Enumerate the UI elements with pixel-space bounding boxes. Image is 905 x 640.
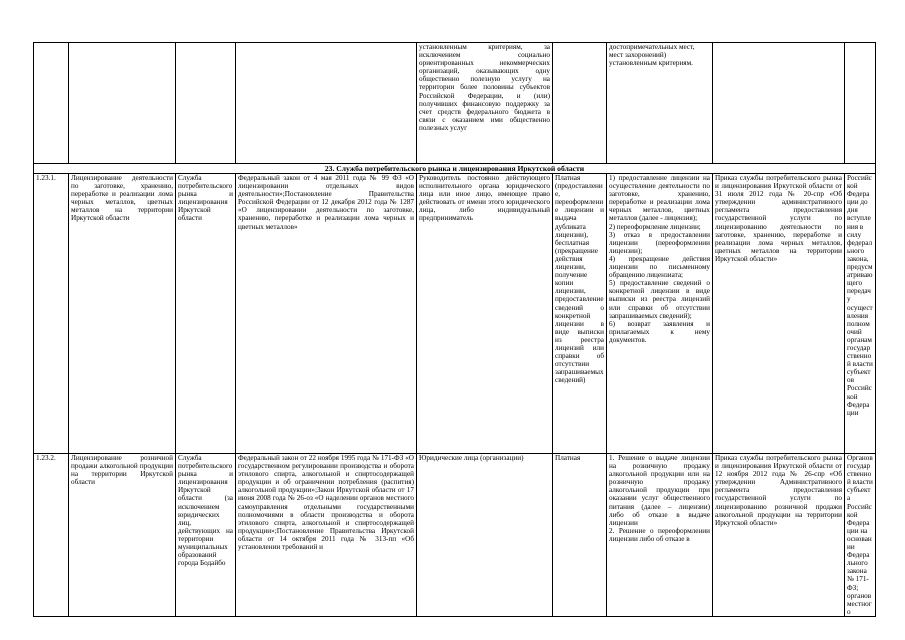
cell-organ <box>176 43 236 164</box>
cell-result: достопримечательных мест, мест захоронений) установленным критериям. <box>607 43 713 164</box>
table-row <box>34 174 876 454</box>
cell-applicants: Руководитель постоянно действующего исполнительного органа юридического лица или иное лицо, имеющее право действовать от имени этого юридического лица, либо индивидуальный предприниматель <box>417 174 553 454</box>
result-item: 2) переоформление лицензии; <box>609 222 701 231</box>
cell-law <box>236 43 417 164</box>
cell-service-name <box>69 43 176 164</box>
cell-notes <box>845 43 876 164</box>
cell-payment: Платная <box>553 454 607 617</box>
section-title: 23. Служба потребительского рынка и лицензирования Иркутской области <box>34 164 876 174</box>
cell-organ: Служба потребительского рынка и лицензирования Иркутской области <box>176 174 236 454</box>
result-item: 6) возврат заявления и прилагаемых к нему документов. <box>609 319 710 344</box>
cell-payment: Платная (предоставление, переоформление лицензии и выдача дубликата лицензии), бесплатная (прекращение действия лицензии, получение копии лицензии, предоставление сведений о конкретной лицензии в виде выписки из реестра лицензий или справки об отсутствии запрашиваемых сведений) <box>553 174 607 454</box>
cell-result <box>607 174 713 454</box>
services-table <box>33 42 876 617</box>
cell-result <box>607 454 713 617</box>
cell-notes: Российской Федерации до дня вступления в силу федерального закона, предусматривающего передачу осуществления полномочий органам государственной власти субъектов Российской Федерации <box>845 174 876 454</box>
cell-applicants: установленным критериям, за исключением социально ориентированных некоммерческих организаций, оказывающих одну общественно полезную услугу на территории более половины субъектов Российской Федерации, и (или) получивших финансовую поддержку за счет средств федерального бюджета в связи с оказанием ими общественно полезных услуг <box>417 43 553 164</box>
cell-regulation: Приказ службы потребительского рынка и лицензирования Иркутской области от 12 ноября 2012 года № 26-спр «Об утверждении Административного регламента предоставления государственной услуги по лицензированию розничной продажи алкогольной продукции на территории Иркутской области» <box>713 454 845 617</box>
result-item: 1. Решение о выдаче лицензии на розничную продажу алкогольной продукции или на розничную продажу алкогольной продукции при оказании услуг общественного питания (далее – лицензии) либо об отказе в выдаче лицензии <box>609 454 710 527</box>
cell-regulation: Приказ службы потребительского рынка и лицензирования Иркутской области от 31 июля 2012 года № 20-спр «Об утверждении административного регламента предоставления государственной услуги по лицензированию деятельности по заготовке, хранению, переработке и реализации лома черных металлов, цветных металлов на территории Иркутской области» <box>713 174 845 454</box>
result-item: 4) прекращение действия лицензии по письменному обращению лицензиата; <box>609 254 710 280</box>
cell-applicants: Юридические лица (организации) <box>417 454 553 617</box>
result-item: 2. Решение о переоформлении лицензии либо об отказе в <box>609 526 710 543</box>
cell-law: Федеральный закон от 22 ноября 1995 года № 171-ФЗ «О государственном регулировании производства и оборота этилового спирта, алкогольной и спиртосодержащей продукции и об ограничении потребления (распития) алкогольной продукции»;Закон Иркутской области от 17 июня 2008 года № 26-оз «О наделении органов местного самоуправления отдельными государственными полномочиями в области производства и оборота этилового спирта, алкогольной и спиртосодержащей продукции»;Постановление Правительства Иркутской области от 14 октября 2011 года № 313-пп «Об установлении требований и <box>236 454 417 617</box>
result-item: 3) отказ в предоставлении лицензии (переоформлении лицензии); <box>609 230 710 255</box>
cell-service-name: Лицензирование розничной продажи алкогольной продукции на территории Иркутской области <box>69 454 176 617</box>
cell-payment <box>553 43 607 164</box>
cell-number: 1.23.1. <box>34 174 69 454</box>
result-item: 1) предоставление лицензии на осуществление деятельности по заготовке, хранению, переработке и реализации лома черных металлов, цветных металлов (далее - лицензия); <box>609 174 710 223</box>
cell-regulation <box>713 43 845 164</box>
cell-service-name: Лицензирование деятельности по заготовке, хранению, переработке и реализации лома черных металлов, цветных металлов на территории Иркутской области <box>69 174 176 454</box>
cell-law: Федеральный закон от 4 мая 2011 года № 99 ФЗ «О лицензировании отдельных видов деятельности»;Постановление Правительства Российской Федерации от 12 декабря 2012 года № 1287 «О лицензировании деятельности по заготовке, хранению, переработке и реализации лома черных и цветных металлов» <box>236 174 417 454</box>
table-row-continued <box>34 43 876 164</box>
section-header-row <box>34 164 876 174</box>
result-item: 5) предоставление сведений о конкретной лицензии в виде выписки из реестра лицензий или справки об отсутствии запрашиваемых сведений); <box>609 279 710 320</box>
table-row <box>34 454 876 617</box>
cell-number <box>34 43 69 164</box>
cell-organ: Служба потребительского рынка и лицензирования Иркутской области (за исключением юридических лиц, действующих на территории муниципальных образований города Бодайбо <box>176 454 236 617</box>
cell-number: 1.23.2. <box>34 454 69 617</box>
cell-notes: Органов государственной власти субъекта Российской Федерации на основании Федерального закона № 171-ФЗ; органов местного <box>845 454 876 617</box>
